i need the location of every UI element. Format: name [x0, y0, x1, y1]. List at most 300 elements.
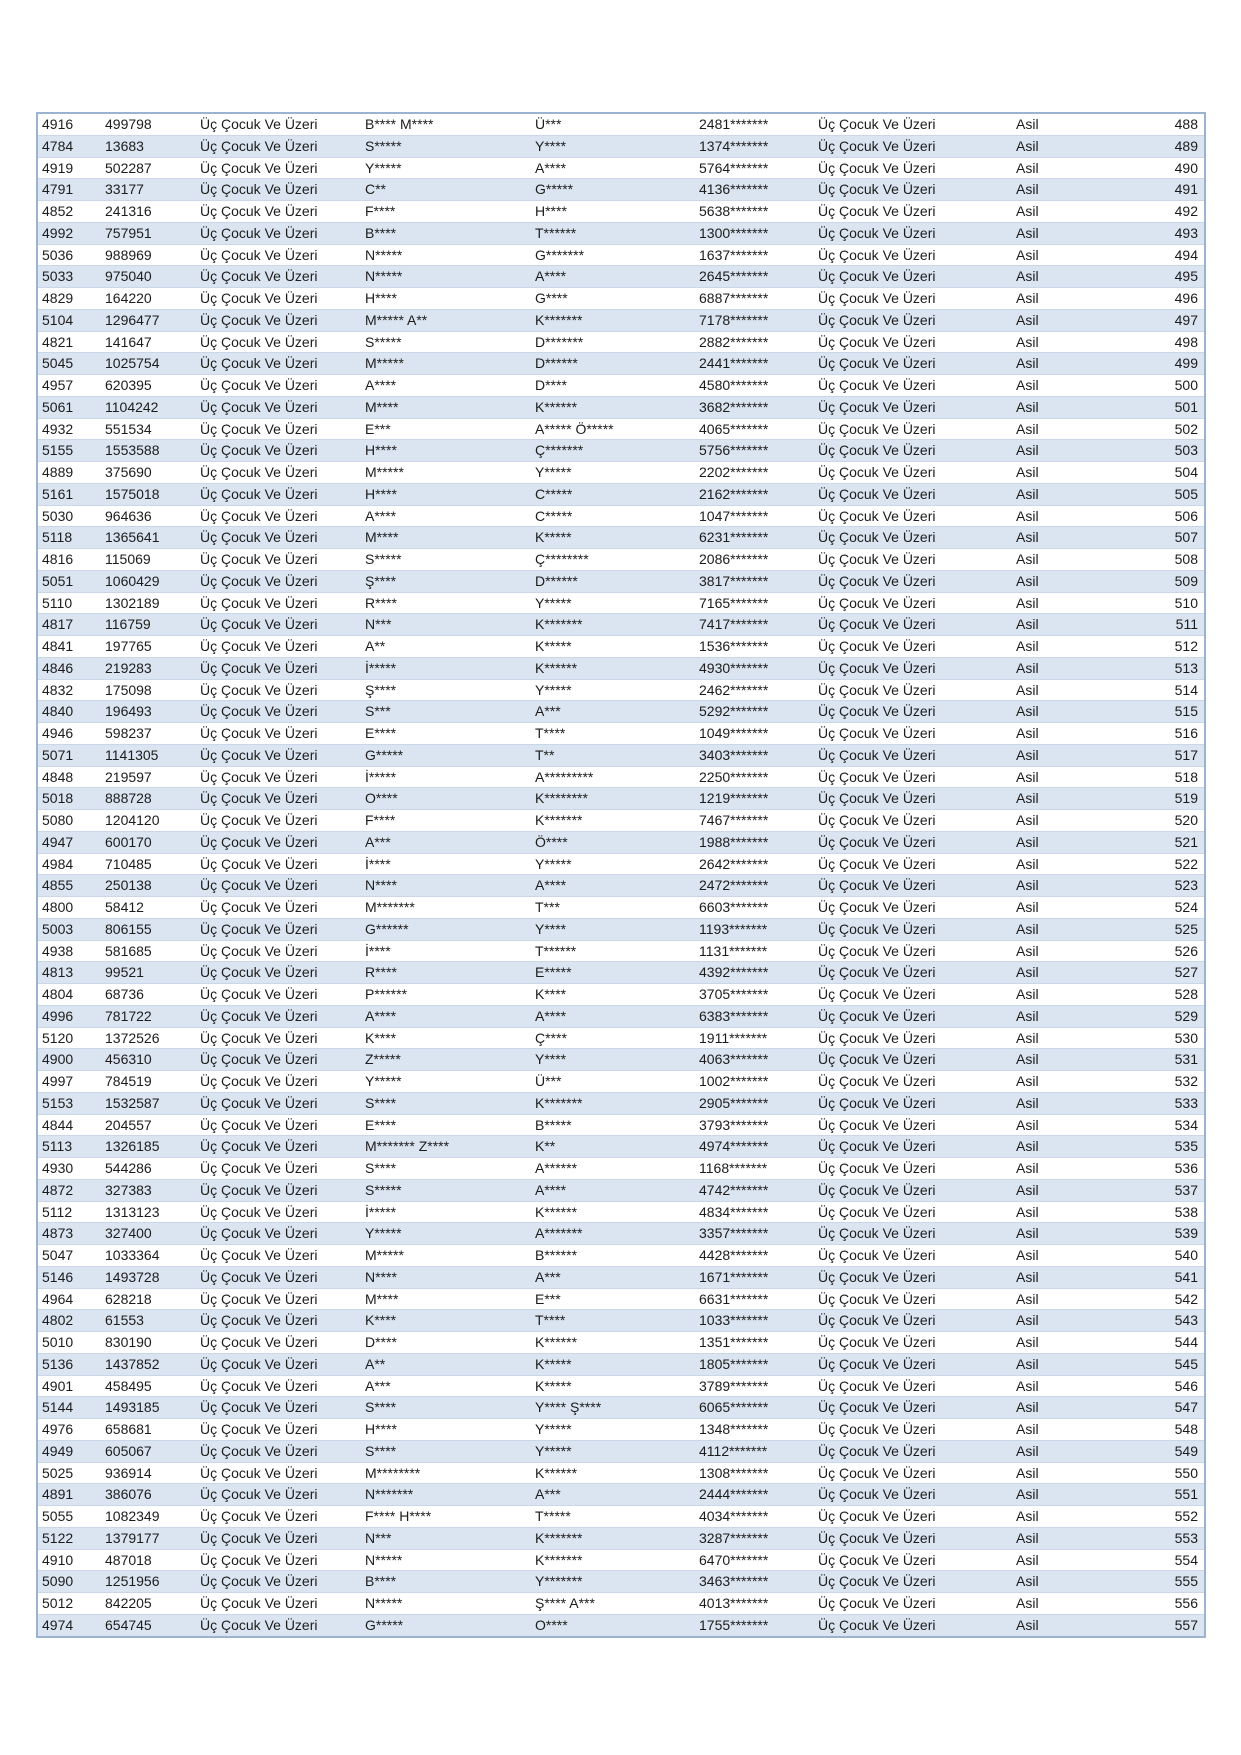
category: Üç Çocuk Ve Üzeri: [196, 918, 361, 940]
applicant-no: 4997: [37, 1071, 101, 1093]
masked-id-number: 1351*******: [695, 1332, 814, 1354]
masked-id-number: 1131*******: [695, 940, 814, 962]
masked-id-number: 1988*******: [695, 831, 814, 853]
masked-second-name: K******: [531, 396, 695, 418]
table-row: [37, 309, 1205, 331]
status: Asil: [1012, 831, 1100, 853]
table-row: [37, 636, 1205, 658]
masked-name: İ****: [361, 940, 531, 962]
category: Üç Çocuk Ve Üzeri: [196, 940, 361, 962]
file-no: 116759: [101, 614, 196, 636]
category-repeat: Üç Çocuk Ve Üzeri: [814, 1375, 1012, 1397]
masked-id-number: 2882*******: [695, 331, 814, 353]
masked-id-number: 7417*******: [695, 614, 814, 636]
file-no: 68736: [101, 984, 196, 1006]
masked-id-number: 1671*******: [695, 1266, 814, 1288]
status: Asil: [1012, 636, 1100, 658]
category: Üç Çocuk Ve Üzeri: [196, 201, 361, 223]
status: Asil: [1012, 962, 1100, 984]
category: Üç Çocuk Ve Üzeri: [196, 1136, 361, 1158]
status: Asil: [1012, 157, 1100, 179]
status: Asil: [1012, 723, 1100, 745]
status: Asil: [1012, 549, 1100, 571]
file-no: 620395: [101, 375, 196, 397]
masked-name: İ*****: [361, 657, 531, 679]
masked-id-number: 3403*******: [695, 744, 814, 766]
category: Üç Çocuk Ve Üzeri: [196, 875, 361, 897]
status: Asil: [1012, 1462, 1100, 1484]
applicant-no: 4916: [42, 116, 74, 132]
sequence-no: 514: [1100, 679, 1205, 701]
category: Üç Çocuk Ve Üzeri: [196, 962, 361, 984]
masked-id-number: 2905*******: [695, 1092, 814, 1114]
masked-id-number: 3793*******: [695, 1114, 814, 1136]
category: Üç Çocuk Ve Üzeri: [196, 549, 361, 571]
applicant-no: 4844: [37, 1114, 101, 1136]
masked-name: E****: [361, 1114, 531, 1136]
masked-name: S****: [361, 1158, 531, 1180]
status: Asil: [1012, 766, 1100, 788]
status: Asil: [1012, 1266, 1100, 1288]
file-no: 1025754: [101, 353, 196, 375]
sequence-no: 500: [1100, 375, 1205, 397]
table-row: [37, 1375, 1205, 1397]
masked-name: R****: [361, 592, 531, 614]
category-repeat: Üç Çocuk Ve Üzeri: [814, 1419, 1012, 1441]
category: Üç Çocuk Ve Üzeri: [196, 462, 361, 484]
masked-id-number: 6631*******: [695, 1288, 814, 1310]
category: Üç Çocuk Ve Üzeri: [196, 1092, 361, 1114]
sequence-no: 489: [1100, 135, 1205, 157]
masked-second-name: A****: [531, 266, 695, 288]
applicant-no: 5136: [37, 1353, 101, 1375]
masked-name: H****: [361, 288, 531, 310]
masked-name: Y*****: [361, 1071, 531, 1093]
sequence-no: 516: [1100, 723, 1205, 745]
sequence-no: 511: [1100, 614, 1205, 636]
sequence-no: 520: [1100, 810, 1205, 832]
table-row: [37, 179, 1205, 201]
file-no: 605067: [101, 1440, 196, 1462]
category-repeat: Üç Çocuk Ve Üzeri: [814, 1179, 1012, 1201]
file-no: 327383: [101, 1179, 196, 1201]
category: Üç Çocuk Ve Üzeri: [196, 1266, 361, 1288]
sequence-no: 507: [1100, 527, 1205, 549]
status: Asil: [1012, 1027, 1100, 1049]
category-repeat: Üç Çocuk Ve Üzeri: [814, 1527, 1012, 1549]
masked-second-name: G*******: [531, 244, 695, 266]
category: Üç Çocuk Ve Üzeri: [196, 1114, 361, 1136]
masked-name: O****: [361, 788, 531, 810]
table-row: [37, 897, 1205, 919]
masked-id-number: 1637*******: [695, 244, 814, 266]
applicant-no: 4891: [37, 1484, 101, 1506]
status: Asil: [1012, 440, 1100, 462]
applicant-no: 4873: [37, 1223, 101, 1245]
masked-name: F****: [361, 201, 531, 223]
status: Asil: [1012, 1419, 1100, 1441]
category: Üç Çocuk Ve Üzeri: [196, 1571, 361, 1593]
file-no: 219597: [101, 766, 196, 788]
applicant-no: 5055: [37, 1506, 101, 1528]
sequence-no: 502: [1100, 418, 1205, 440]
status: Asil: [1012, 570, 1100, 592]
category-repeat: Üç Çocuk Ve Üzeri: [814, 527, 1012, 549]
masked-second-name: T**: [531, 744, 695, 766]
masked-name: A***: [361, 1375, 531, 1397]
masked-second-name: A****: [531, 1179, 695, 1201]
status: Asil: [1012, 396, 1100, 418]
masked-id-number: 5292*******: [695, 701, 814, 723]
category: Üç Çocuk Ve Üzeri: [196, 1179, 361, 1201]
masked-name: Ş****: [361, 679, 531, 701]
category-repeat: Üç Çocuk Ve Üzeri: [814, 962, 1012, 984]
category: Üç Çocuk Ve Üzeri: [196, 1614, 361, 1636]
masked-second-name: K*******: [531, 614, 695, 636]
masked-second-name: A***: [531, 1266, 695, 1288]
masked-second-name: Y*****: [531, 462, 695, 484]
masked-name: P******: [361, 984, 531, 1006]
sequence-no: 544: [1100, 1332, 1205, 1354]
status: Asil: [1012, 1114, 1100, 1136]
file-no: 600170: [101, 831, 196, 853]
masked-second-name: G*****: [531, 179, 695, 201]
masked-second-name: K*****: [531, 527, 695, 549]
category-repeat: Üç Çocuk Ve Üzeri: [814, 1614, 1012, 1636]
masked-id-number: 3789*******: [695, 1375, 814, 1397]
status: Asil: [1012, 984, 1100, 1006]
masked-second-name: Ü***: [531, 1071, 695, 1093]
status: Asil: [1012, 1375, 1100, 1397]
category-repeat: Üç Çocuk Ve Üzeri: [814, 984, 1012, 1006]
masked-name: M*******: [361, 897, 531, 919]
table-row: [37, 1266, 1205, 1288]
category-repeat: Üç Çocuk Ve Üzeri: [814, 1158, 1012, 1180]
category: Üç Çocuk Ve Üzeri: [196, 418, 361, 440]
file-no: 1532587: [101, 1092, 196, 1114]
applicant-no: 5122: [37, 1527, 101, 1549]
masked-id-number: 6065*******: [695, 1397, 814, 1419]
file-no: 1372526: [101, 1027, 196, 1049]
status: Asil: [1012, 853, 1100, 875]
status: Asil: [1012, 744, 1100, 766]
applicant-no: 4846: [37, 657, 101, 679]
masked-id-number: 6887*******: [695, 288, 814, 310]
category-repeat: Üç Çocuk Ve Üzeri: [814, 1005, 1012, 1027]
sequence-no: 543: [1100, 1310, 1205, 1332]
table-row: [37, 527, 1205, 549]
masked-id-number: 2472*******: [695, 875, 814, 897]
table-row: [37, 679, 1205, 701]
status: Asil: [1012, 179, 1100, 201]
table-row: [37, 1223, 1205, 1245]
table-row: [37, 157, 1205, 179]
category: Üç Çocuk Ve Üzeri: [196, 1419, 361, 1441]
status: Asil: [1012, 897, 1100, 919]
sequence-no: 505: [1100, 483, 1205, 505]
masked-name: C**: [361, 179, 531, 201]
category: Üç Çocuk Ve Üzeri: [196, 1310, 361, 1332]
status: Asil: [1012, 309, 1100, 331]
category-repeat: Üç Çocuk Ve Üzeri: [814, 157, 1012, 179]
sequence-no: 546: [1100, 1375, 1205, 1397]
category: Üç Çocuk Ve Üzeri: [196, 1288, 361, 1310]
file-no: 1060429: [101, 570, 196, 592]
table-row: [37, 418, 1205, 440]
masked-second-name: K******: [531, 1332, 695, 1354]
file-no: 988969: [101, 244, 196, 266]
masked-name: B****: [361, 222, 531, 244]
masked-id-number: 3463*******: [695, 1571, 814, 1593]
masked-second-name: Ç*******: [531, 440, 695, 462]
category-repeat: Üç Çocuk Ve Üzeri: [814, 418, 1012, 440]
applicant-no: 5010: [37, 1332, 101, 1354]
category: Üç Çocuk Ve Üzeri: [196, 1245, 361, 1267]
file-no: 13683: [101, 135, 196, 157]
sequence-no: 509: [1100, 570, 1205, 592]
results-table-body: [37, 113, 1205, 1637]
masked-second-name: T***: [531, 897, 695, 919]
status: Asil: [1012, 375, 1100, 397]
masked-second-name: G****: [531, 288, 695, 310]
category-repeat: Üç Çocuk Ve Üzeri: [814, 288, 1012, 310]
file-no: 654745: [101, 1614, 196, 1636]
masked-id-number: 3817*******: [695, 570, 814, 592]
category-repeat: Üç Çocuk Ve Üzeri: [814, 592, 1012, 614]
masked-name: Y*****: [361, 1223, 531, 1245]
applicant-no: 5033: [37, 266, 101, 288]
masked-id-number: 7165*******: [695, 592, 814, 614]
masked-name: M****: [361, 1288, 531, 1310]
sequence-no: 525: [1100, 918, 1205, 940]
sequence-no: 557: [1100, 1614, 1205, 1636]
status: Asil: [1012, 1288, 1100, 1310]
applicant-no: 4872: [37, 1179, 101, 1201]
status: Asil: [1012, 1614, 1100, 1636]
table-row: [37, 288, 1205, 310]
status: Asil: [1012, 1310, 1100, 1332]
masked-second-name: A*******: [531, 1223, 695, 1245]
masked-second-name: Y**** Ş****: [531, 1397, 695, 1419]
category-repeat: Üç Çocuk Ve Üzeri: [814, 723, 1012, 745]
category-repeat: Üç Çocuk Ve Üzeri: [814, 788, 1012, 810]
masked-second-name: A***** Ö*****: [531, 418, 695, 440]
table-row: [37, 1049, 1205, 1071]
category-repeat: Üç Çocuk Ve Üzeri: [814, 244, 1012, 266]
category: Üç Çocuk Ve Üzeri: [196, 1049, 361, 1071]
table-row: [37, 1506, 1205, 1528]
masked-name: S****: [361, 1440, 531, 1462]
masked-id-number: 2481*******: [699, 116, 769, 132]
applicant-no: 4900: [37, 1049, 101, 1071]
masked-second-name: K**: [531, 1136, 695, 1158]
table-row: [37, 353, 1205, 375]
status: Asil: [1012, 592, 1100, 614]
applicant-no: 5051: [37, 570, 101, 592]
category: Üç Çocuk Ve Üzeri: [196, 440, 361, 462]
category: Üç Çocuk Ve Üzeri: [196, 396, 361, 418]
applicant-no: 5071: [37, 744, 101, 766]
masked-id-number: 2250*******: [695, 766, 814, 788]
status: Asil: [1012, 1353, 1100, 1375]
masked-second-name: Y*******: [531, 1571, 695, 1593]
applicant-no: 5112: [37, 1201, 101, 1223]
category-repeat: Üç Çocuk Ve Üzeri: [814, 1201, 1012, 1223]
masked-id-number: 1168*******: [695, 1158, 814, 1180]
category: Üç Çocuk Ve Üzeri: [196, 375, 361, 397]
category: Üç Çocuk Ve Üzeri: [196, 657, 361, 679]
masked-second-name: C*****: [531, 505, 695, 527]
file-no: 551534: [101, 418, 196, 440]
sequence-no: 528: [1100, 984, 1205, 1006]
applicant-no: 5146: [37, 1266, 101, 1288]
masked-name: H****: [361, 440, 531, 462]
file-no: 499798: [105, 116, 152, 132]
table-row: [37, 1114, 1205, 1136]
category: Üç Çocuk Ve Üzeri: [196, 1027, 361, 1049]
status: Asil: [1012, 288, 1100, 310]
sequence-no: 515: [1100, 701, 1205, 723]
category: Üç Çocuk Ve Üzeri: [196, 810, 361, 832]
masked-second-name: Y*****: [531, 853, 695, 875]
masked-name: F**** H****: [361, 1506, 531, 1528]
category: Üç Çocuk Ve Üzeri: [196, 592, 361, 614]
category-repeat: Üç Çocuk Ve Üzeri: [814, 1310, 1012, 1332]
applicant-no: 4840: [37, 701, 101, 723]
category-repeat: Üç Çocuk Ve Üzeri: [814, 657, 1012, 679]
masked-second-name: Ç****: [531, 1027, 695, 1049]
applicant-no: 5090: [37, 1571, 101, 1593]
table-row: [37, 1614, 1205, 1636]
sequence-no: 517: [1100, 744, 1205, 766]
status: Asil: [1012, 1527, 1100, 1549]
masked-id-number: 4580*******: [695, 375, 814, 397]
applicant-no: 4817: [37, 614, 101, 636]
applicant-no: 4947: [37, 831, 101, 853]
masked-second-name: K******: [531, 657, 695, 679]
table-row: [37, 331, 1205, 353]
masked-id-number: 4392*******: [695, 962, 814, 984]
masked-name: A****: [361, 1005, 531, 1027]
category: Üç Çocuk Ve Üzeri: [196, 1527, 361, 1549]
sequence-no: 501: [1100, 396, 1205, 418]
table-row: [37, 396, 1205, 418]
applicant-no: 5047: [37, 1245, 101, 1267]
applicant-no: 4800: [37, 897, 101, 919]
category-repeat: Üç Çocuk Ve Üzeri: [814, 1027, 1012, 1049]
status: Asil: [1012, 1049, 1100, 1071]
category-repeat: Üç Çocuk Ve Üzeri: [814, 1549, 1012, 1571]
applicant-no: 4804: [37, 984, 101, 1006]
file-no: 61553: [101, 1310, 196, 1332]
category: Üç Çocuk Ve Üzeri: [196, 505, 361, 527]
masked-id-number: 2441*******: [695, 353, 814, 375]
table-row: [37, 940, 1205, 962]
file-no: 204557: [101, 1114, 196, 1136]
status: Asil: [1012, 1071, 1100, 1093]
category: Üç Çocuk Ve Üzeri: [196, 244, 361, 266]
table-row: [37, 1092, 1205, 1114]
masked-id-number: 2162*******: [695, 483, 814, 505]
status: Asil: [1012, 527, 1100, 549]
masked-id-number: 4063*******: [695, 1049, 814, 1071]
masked-name: İ*****: [361, 766, 531, 788]
applicant-no: 4816: [37, 549, 101, 571]
category-repeat: Üç Çocuk Ve Üzeri: [814, 701, 1012, 723]
masked-name: K****: [361, 1310, 531, 1332]
sequence-no: 490: [1100, 157, 1205, 179]
status: Asil: [1012, 918, 1100, 940]
category-repeat: Üç Çocuk Ve Üzeri: [814, 636, 1012, 658]
applicant-no: 4932: [37, 418, 101, 440]
status: Asil: [1012, 222, 1100, 244]
table-row: [37, 1353, 1205, 1375]
masked-second-name: K********: [531, 788, 695, 810]
masked-name: N*****: [361, 266, 531, 288]
masked-name: A**: [361, 636, 531, 658]
masked-name: N*******: [361, 1484, 531, 1506]
applicant-no: 4949: [37, 1440, 101, 1462]
table-row: [37, 962, 1205, 984]
masked-name: A**: [361, 1353, 531, 1375]
category: Üç Çocuk Ve Üzeri: [196, 636, 361, 658]
category: Üç Çocuk Ve Üzeri: [196, 331, 361, 353]
masked-second-name: Ü***: [535, 116, 562, 132]
category-repeat: Üç Çocuk Ve Üzeri: [814, 1049, 1012, 1071]
applicant-no: 4930: [37, 1158, 101, 1180]
masked-name: M*****: [361, 353, 531, 375]
file-no: 975040: [101, 266, 196, 288]
masked-id-number: 2202*******: [695, 462, 814, 484]
sequence-no: 532: [1100, 1071, 1205, 1093]
applicant-no: 4957: [37, 375, 101, 397]
masked-id-number: 3357*******: [695, 1223, 814, 1245]
masked-id-number: 1348*******: [695, 1419, 814, 1441]
masked-name: B****: [361, 1571, 531, 1593]
masked-name: M****: [361, 396, 531, 418]
masked-id-number: 1049*******: [695, 723, 814, 745]
table-row: [37, 723, 1205, 745]
masked-second-name: K*****: [531, 1375, 695, 1397]
masked-id-number: 7467*******: [695, 810, 814, 832]
file-no: 99521: [101, 962, 196, 984]
file-no: 1082349: [101, 1506, 196, 1528]
category: Üç Çocuk Ve Üzeri: [196, 853, 361, 875]
sequence-no: 527: [1100, 962, 1205, 984]
masked-second-name: Y*****: [531, 1419, 695, 1441]
sequence-no: 498: [1100, 331, 1205, 353]
masked-second-name: Y****: [531, 135, 695, 157]
status: Asil: [1012, 810, 1100, 832]
masked-second-name: Ö****: [531, 831, 695, 853]
applicant-no: 5104: [37, 309, 101, 331]
masked-second-name: Y*****: [531, 592, 695, 614]
file-no: 1379177: [101, 1527, 196, 1549]
masked-second-name: Y****: [531, 1049, 695, 1071]
masked-second-name: K*****: [531, 636, 695, 658]
masked-id-number: 7178*******: [695, 309, 814, 331]
status: Asil: [1012, 1593, 1100, 1615]
sequence-no: 533: [1100, 1092, 1205, 1114]
masked-id-number: 4136*******: [695, 179, 814, 201]
masked-name: A****: [361, 505, 531, 527]
category: Üç Çocuk Ve Üzeri: [196, 179, 361, 201]
category: Üç Çocuk Ve Üzeri: [196, 1397, 361, 1419]
applicant-no: 4974: [37, 1614, 101, 1636]
masked-id-number: 2642*******: [695, 853, 814, 875]
file-no: 757951: [101, 222, 196, 244]
masked-name: B**** M****: [365, 116, 434, 132]
